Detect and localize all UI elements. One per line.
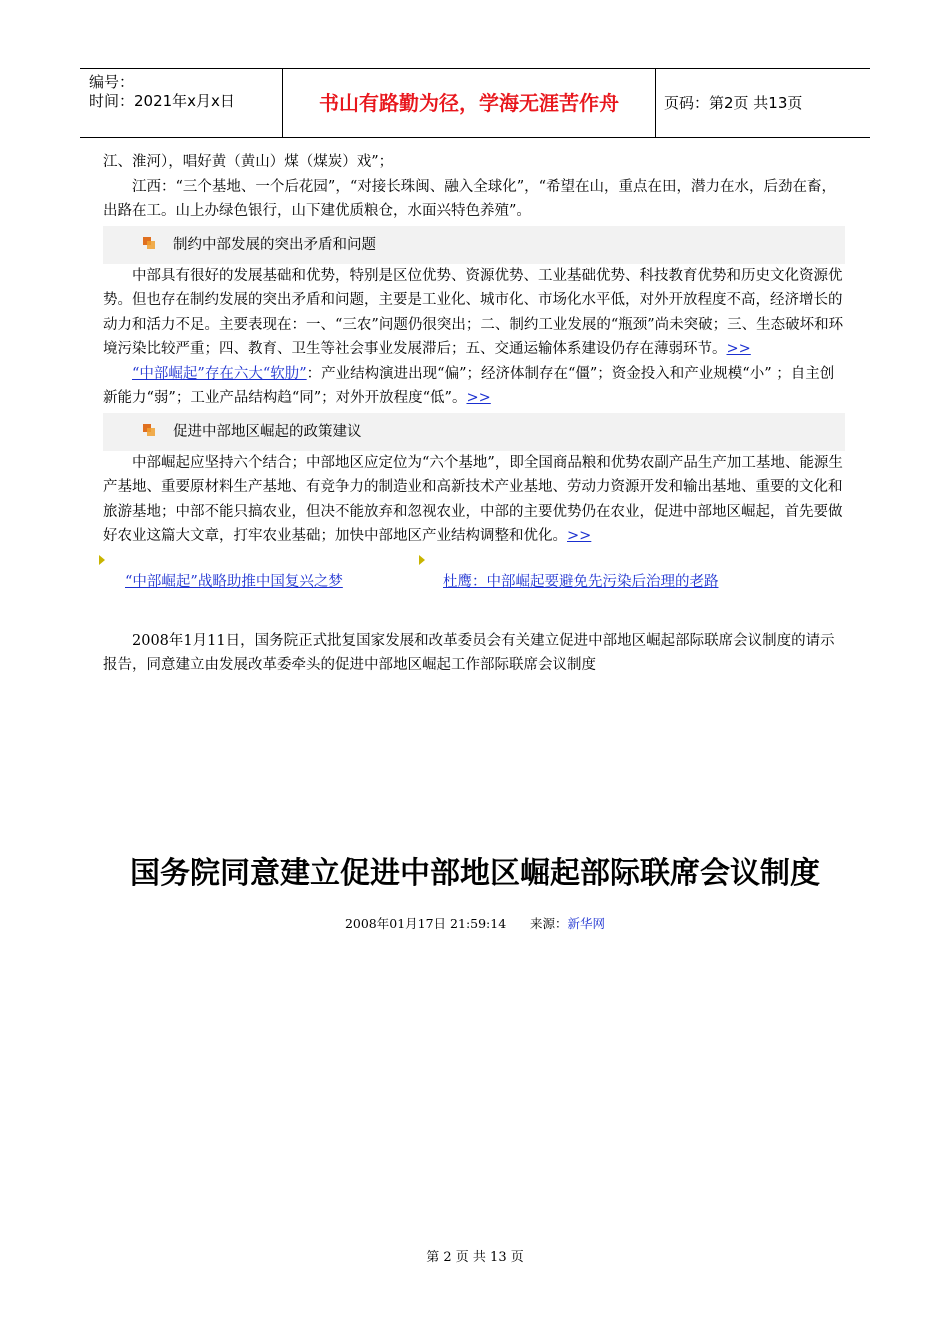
paragraph-soft-spots (103, 362, 845, 411)
square-bullet-icon (143, 424, 155, 436)
square-bullet-icon (143, 237, 155, 249)
paragraph-text: 中部具有很好的发展基础和优势，特别是区位优势、资源优势、工业基础优势、科技教育优势和历史文化资源优势。但也存在制约发展的突出矛盾和问题，主要是工业化、城市化、市场化水平低，对外开放程度不高，经济增长的动力和活力不足。主要表现在：一、“三农”问题仍很突出；二、制约工业发展的“瓶颈”尚未突破；三、生态破坏和环境污染比较严重；四、教育、卫生等社会事业发展滞后；五、交通运输体系建设仍存在薄弱环节。 (103, 267, 844, 357)
header-left-cell (80, 69, 282, 137)
source-value[interactable]: 新华网 (567, 916, 606, 931)
more-link[interactable]: >> (466, 390, 491, 406)
article-title: 国务院同意建立促进中部地区崛起部际联席会议制度 (130, 856, 820, 891)
section-heading-policy (103, 413, 845, 451)
article-meta (0, 914, 950, 932)
arrow-bullet-icon (419, 555, 425, 565)
number-label: 编号： (89, 73, 135, 91)
section-heading-problems (103, 226, 845, 264)
arrow-bullet-icon (99, 555, 105, 565)
header-page-label: 页码：第2页 共13页 (664, 94, 803, 112)
paragraph-line1: 江、淮河），唱好黄（黄山）煤（煤炭）戏”； (103, 154, 394, 170)
soft-spots-link[interactable]: “中部崛起”存在六大“软肋” (132, 365, 307, 382)
section-title: 促进中部地区崛起的政策建议 (173, 423, 362, 440)
paragraph-text: ：产业结构演进出现“偏”；经济体制存在“僵”；资金投入和产业规模“小” ；自主创新能力“弱”；工业产品结构趋“同”；对外开放程度“低”。 (103, 365, 835, 406)
paragraph-problems (103, 264, 845, 362)
page-header (80, 68, 870, 138)
document-body (103, 150, 845, 678)
more-link[interactable]: >> (726, 341, 751, 357)
time-label: 时间：2021年x月x日 (89, 92, 235, 110)
related-link-revival-dream[interactable]: “中部崛起”战略助推中国复兴之梦 (125, 573, 343, 590)
paragraph-policy (103, 451, 845, 549)
page-footer: 第 2 页 共 13 页 (426, 1250, 524, 1265)
header-motto: 书山有路勤为径，学海无涯苦作舟 (282, 69, 656, 137)
paragraph-jiangxi: 江西：“三个基地、一个后花园”，“对接长珠闽、融入全球化”，“希望在山，重点在田，潜力在水，后劲在畜，出路在工。山上办绿色银行，山下建优质粮仓，水面兴特色养殖”。 (103, 178, 837, 219)
related-link-du-ying[interactable]: 杜鹰：中部崛起要避免先污染后治理的老路 (443, 573, 719, 590)
more-link[interactable]: >> (567, 528, 592, 544)
source-label: 来源： (530, 916, 568, 931)
paragraph-2008: 2008年1月11日，国务院正式批复国家发展和改革委员会有关建立促进中部地区崛起部际联席会议制度的请示报告，同意建立由发展改革委牵头的促进中部地区崛起工作部际联席会议制度 (103, 632, 835, 673)
paragraph-text: 中部崛起应坚持六个结合；中部地区应定位为“六个基地”，即全国商品粮和优势农副产品生产加工基地、能源生产基地、重要原材料生产基地、有竞争力的制造业和高新技术产业基地、劳动力资源开发和输出基地、重要的文化和旅游基地；中部不能只搞农业，但决不能放弃和忽视农业，中部的主要优势仍在农业，促进中部地区崛起，首先要做好农业这篇大文章，打牢农业基础；加快中部地区产业结构调整和优化。 (103, 454, 843, 544)
article-datetime: 2008年01月17日 21:59:14 (344, 916, 507, 931)
section-title: 制约中部发展的突出矛盾和问题 (173, 236, 376, 253)
related-links (103, 553, 845, 593)
